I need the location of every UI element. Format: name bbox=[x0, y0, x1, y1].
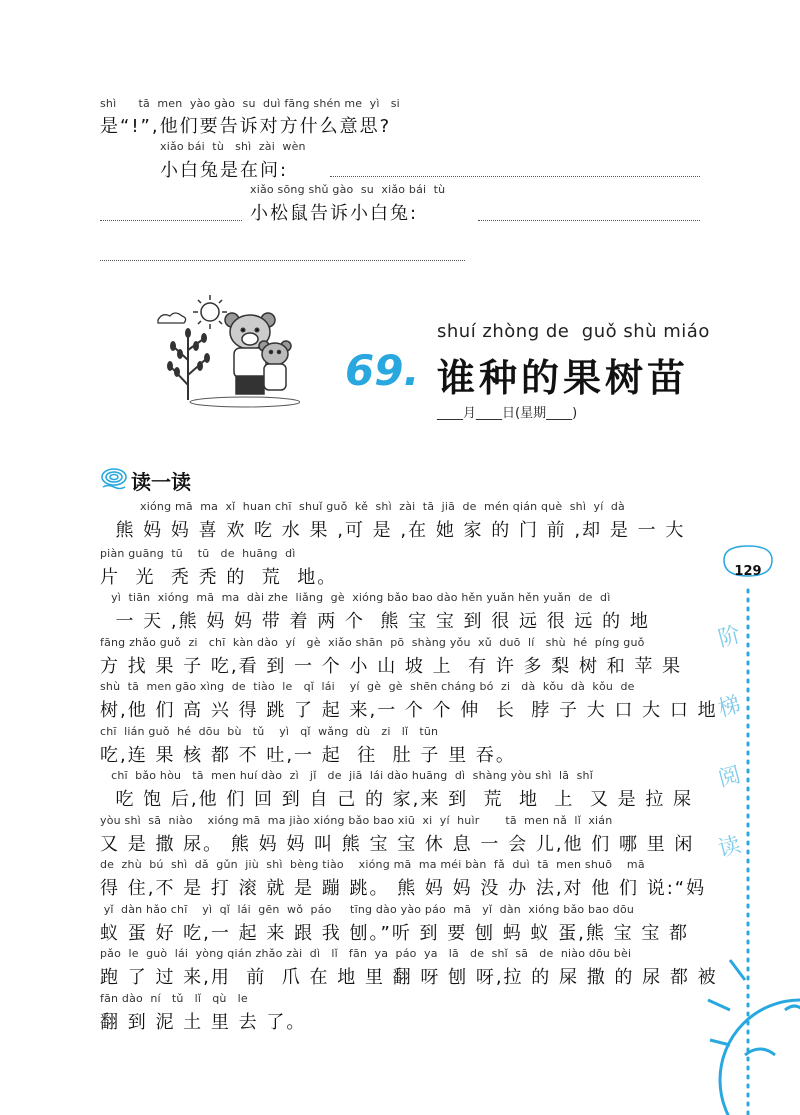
question-text-1: 是“!”,他们要告诉对方什么意思? bbox=[100, 116, 392, 137]
passage-line: 一 天 ,熊 妈 妈 带 着 两 个 熊 宝 宝 到 很 远 很 远 的 地 bbox=[100, 611, 650, 632]
passage-pinyin: shù tā men gāo xìng de tiào le qǐ lái yí gè gè shēn cháng bó zi dà kǒu dà kǒu de bbox=[100, 680, 635, 693]
side-char-1: 阶 bbox=[715, 622, 744, 653]
passage-pinyin: pǎo le guò lái yòng qián zhǎo zài dì lǐ fān ya páo ya lā de shǐ sā de niào dōu bèi bbox=[100, 947, 632, 960]
section-title: 读一读 bbox=[131, 470, 191, 494]
answer-line-1[interactable] bbox=[330, 176, 700, 177]
passage-pinyin: fāng zhǎo guǒ zi chī kàn dào yí gè xiǎo shān pō shàng yǒu xǔ duō lí shù hé píng guǒ bbox=[100, 636, 645, 649]
passage-line: 蚁 蛋 好 吃,一 起 来 跟 我 刨。”听 到 要 刨 蚂 蚁 蛋,熊 宝 宝 都 bbox=[100, 923, 690, 944]
passage-line: 得 住,不 是 打 滚 就 是 蹦 跳。 熊 妈 妈 没 办 法,对 他 们 说:“妈 bbox=[100, 878, 707, 899]
lesson-number: 69. bbox=[345, 346, 420, 395]
passage-line: 跑 了 过 来,用 前 爪 在 地 里 翻 呀 刨 呀,拉 的 屎 撒 的 尿 都 被 bbox=[100, 967, 718, 988]
passage-line: 翻 到 泥 土 里 去 了。 bbox=[100, 1012, 307, 1033]
passage-line: 吃 饱 后,他 们 回 到 自 己 的 家,来 到 荒 地 上 又 是 拉 屎 bbox=[100, 789, 694, 810]
passage-pinyin: yòu shì sā niào xióng mā ma jiào xióng bǎo bao xiū xi yí huìr tā men nǎ lǐ xián bbox=[100, 814, 613, 827]
passage-pinyin: piàn guāng tū tū de huāng dì bbox=[100, 547, 296, 560]
lesson-title-pinyin: shuí zhòng de guǒ shù miáo bbox=[437, 321, 710, 342]
passage-pinyin: chī bǎo hòu tā men huí dào zì jǐ de jiā lái dào huāng dì shàng yòu shì lā shǐ bbox=[100, 769, 593, 782]
passage-pinyin: de zhù bú shì dǎ gǔn jiù shì bèng tiào xióng mā ma méi bàn fǎ duì tā men shuō mā bbox=[100, 858, 645, 871]
question-text-2: 小白兔是在问: bbox=[160, 160, 289, 181]
question-text-3: 小松鼠告诉小白兔: bbox=[250, 203, 419, 224]
bears-tree-illustration bbox=[150, 290, 300, 410]
page-number: 129 bbox=[734, 564, 762, 579]
answer-line-2a[interactable] bbox=[100, 220, 242, 221]
passage-line: 吃,连 果 核 都 不 吐,一 起 往 肚 子 里 吞。 bbox=[100, 745, 516, 766]
question-pinyin-2: xiǎo bái tù shì zài wèn bbox=[160, 140, 306, 153]
passage-pinyin: xióng mā ma xǐ huan chī shuǐ guǒ kě shì zài tā jiā de mén qián què shì yí dà bbox=[140, 500, 625, 513]
cloud-icon bbox=[158, 313, 186, 323]
spiral-icon bbox=[100, 467, 128, 491]
passage-line: 熊 妈 妈 喜 欢 吃 水 果 ,可 是 ,在 她 家 的 门 前 ,却 是 一 大 bbox=[100, 520, 686, 541]
question-pinyin-3: xiǎo sōng shǔ gào su xiǎo bái tù bbox=[250, 183, 446, 196]
passage-line: 树,他 们 高 兴 得 跳 了 起 来,一 个 个 伸 长 脖 子 大 口 大 口 地 bbox=[100, 700, 718, 721]
passage-pinyin: yǐ dàn hǎo chī yì qǐ lái gēn wǒ páo tīng dào yào páo mā yǐ dàn xióng bǎo bao dōu bbox=[100, 903, 635, 916]
question-pinyin-1: shì tā men yào gào su duì fāng shén me yì si bbox=[100, 97, 400, 110]
passage-pinyin: chī lián guǒ hé dōu bù tǔ yì qǐ wǎng dù zi lǐ tūn bbox=[100, 725, 439, 738]
passage-line: 片 光 秃 秃 的 荒 地。 bbox=[100, 567, 338, 588]
date-line: ____月____日(星期____) bbox=[437, 406, 578, 421]
side-char-3: 阅 bbox=[715, 762, 744, 793]
answer-line-3[interactable] bbox=[100, 260, 465, 261]
passage-pinyin: yì tiān xióng mā ma dài zhe liǎng gè xióng bǎo bao dào hěn yuǎn hěn yuǎn de dì bbox=[100, 591, 611, 604]
side-char-4: 读 bbox=[715, 832, 744, 863]
passage-line: 方 找 果 子 吃,看 到 一 个 小 山 坡 上 有 许 多 梨 树 和 苹 果 bbox=[100, 656, 683, 677]
sun-icon bbox=[193, 295, 227, 329]
lesson-title: 谁种的果树苗 bbox=[437, 356, 690, 400]
answer-line-2b[interactable] bbox=[478, 220, 700, 221]
passage-line: 又 是 撒 尿。 熊 妈 妈 叫 熊 宝 宝 休 息 一 会 儿,他 们 哪 里 闲 bbox=[100, 834, 695, 855]
passage-pinyin: fān dào ní tǔ lǐ qù le bbox=[100, 992, 248, 1005]
side-char-2: 梯 bbox=[715, 692, 744, 723]
